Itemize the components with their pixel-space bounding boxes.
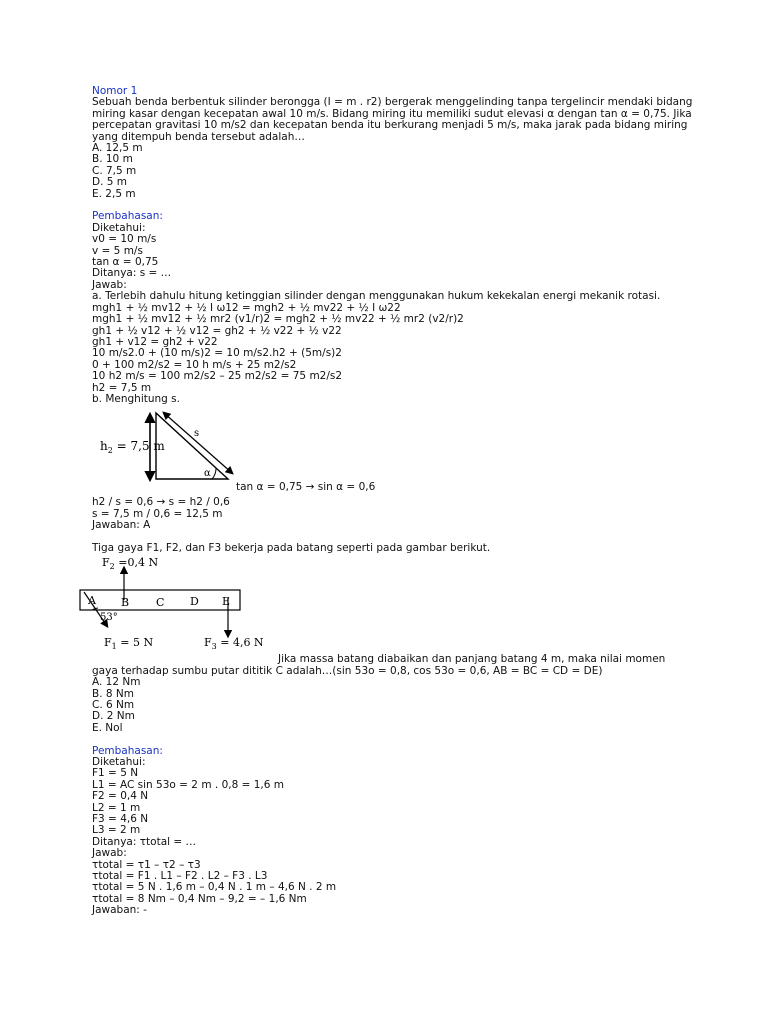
point-a-label: A — [88, 594, 96, 608]
step-line: gh1 + ½ v12 + ½ v12 = gh2 + ½ v22 + ½ v22 — [92, 324, 342, 337]
angle-arc — [212, 468, 216, 479]
step-line: τtotal = 5 N . 1,6 m – 0,4 N . 1 m – 4,6 N . 2 m — [92, 881, 337, 894]
bar-forces-figure — [88, 554, 702, 654]
angle-label: α — [204, 468, 211, 480]
slope-arrow — [164, 413, 232, 473]
option: A. 12 Nm — [92, 676, 141, 689]
document-body — [88, 85, 702, 917]
answer-line: Jawaban: - — [92, 904, 147, 917]
step-line: τtotal = 8 Nm – 0,4 Nm – 9,2 = – 1,6 Nm — [92, 892, 307, 905]
bar-forces-diagram — [78, 554, 378, 654]
step-line: mgh1 + ½ mv12 + ½ I ω12 = mgh2 + ½ mv22 + ½ I ω22 — [92, 301, 401, 314]
question-2-text-a: Jika massa batang diabaikan dan panjang batang 4 m, maka nilai momen — [278, 653, 666, 666]
step-line: τtotal = F1 . L1 – F2 . L2 – F3 . L3 — [92, 870, 268, 883]
f3-label: $F_3 = 4,6$ N — [204, 636, 264, 652]
step-line: F2 = 0,4 N — [92, 790, 149, 803]
step-line: v = 5 m/s — [92, 244, 143, 257]
step-line: h2 / s = 0,6 → s = h2 / 0,6 — [92, 496, 230, 509]
point-d-label: D — [190, 595, 199, 609]
step-line: mgh1 + ½ mv12 + ½ mr2 (v1/r)2 = mgh2 + ½ mv22 + ½ mr2 (v2/r)2 — [92, 313, 464, 326]
option: B. 8 Nm — [92, 687, 134, 700]
f2-label: $F_2 =0,4$ N — [102, 556, 159, 572]
step-line: b. Menghitung s. — [92, 392, 180, 405]
step-line: L1 = AC sin 53o = 2 m . 0,8 = 1,6 m — [92, 778, 285, 791]
question-2-intro: Tiga gaya F1, F2, dan F3 bekerja pada batang seperti pada gambar berikut. — [92, 541, 491, 554]
step-line: Jawab: — [92, 847, 127, 860]
solution-1-conclusion — [92, 497, 702, 531]
point-c-label: C — [156, 596, 165, 610]
step-line: h2 = 7,5 m — [92, 381, 152, 394]
question-2-text-b: gaya terhadap sumbu putar dititik C adalah…(sin 53o = 0,8, cos 53o = 0,6, AB = BC = CD = DE) — [92, 664, 603, 677]
point-e-label: E — [222, 595, 231, 609]
option: A. 12,5 m — [92, 142, 143, 155]
solution-1-steps — [92, 223, 702, 406]
f1-label: $F_1 = 5$ N — [104, 636, 154, 652]
step-line: L2 = 1 m — [92, 801, 141, 814]
option: B. 10 m — [92, 153, 133, 166]
step-line: 10 m/s2.0 + (10 m/s)2 = 10 m/s2.h2 + (5m/s)2 — [92, 347, 342, 360]
triangle-shape — [156, 413, 228, 479]
height-label: $h_2 = 7,5$ m — [100, 439, 165, 456]
step-line: tan α = 0,75 — [92, 256, 159, 269]
step-line: a. Terlebih dahulu hitung ketinggian silinder dengan menggunakan hukum kekekalan energi mekanik rotasi. — [92, 290, 661, 303]
option: C. 7,5 m — [92, 164, 137, 177]
option: C. 6 Nm — [92, 699, 135, 711]
step-line: F3 = 4,6 N — [92, 813, 149, 826]
step-line: gh1 + v12 = gh2 + v22 — [92, 335, 218, 348]
solution-2-heading: Pembahasan: — [92, 744, 163, 757]
slope-label: s — [194, 428, 200, 440]
tan-sin-line: tan α = 0,75 → sin α = 0,6 — [236, 481, 376, 494]
question-1-options — [92, 143, 702, 200]
question-1-text: Sebuah benda berbentuk silinder berongga (I = m . r2) bergerak menggelinding tanpa tergelincir mendaki bidang miring kasar dengan kecepatan awal 10 m/s. Bidang miring itu memiliki sudut elevasi α dengan tan α = 0,75. Jika percepatan gravitasi 10 m/s2 dan kecepatan benda itu berkurang menjadi 5 m/s, maka jarak pada bidang miring yang ditempuh benda tersebut adalah… — [92, 96, 693, 143]
option: E. Nol — [92, 721, 123, 734]
step-line: Ditanya: τtotal = … — [92, 835, 197, 848]
incline-triangle-diagram — [92, 405, 392, 487]
solution-1-heading: Pembahasan: — [92, 210, 163, 223]
question-1-heading: Nomor 1 — [92, 85, 138, 97]
question-2-options — [92, 677, 702, 734]
step-line: v0 = 10 m/s — [92, 233, 157, 246]
incline-triangle-figure — [92, 405, 702, 494]
angle-label: 53° — [100, 612, 118, 624]
step-line: Diketahui: — [92, 221, 146, 234]
step-line: s = 7,5 m / 0,6 = 12,5 m — [92, 507, 223, 520]
option: E. 2,5 m — [92, 187, 136, 200]
step-line: Jawab: — [92, 278, 127, 291]
point-b-label: B — [121, 596, 130, 610]
answer-line: Jawaban: A — [92, 519, 151, 532]
solution-2-steps — [92, 757, 702, 917]
step-line: 10 h2 m/s = 100 m2/s2 – 25 m2/s2 = 75 m2/s2 — [92, 370, 343, 383]
step-line: F1 = 5 N — [92, 767, 139, 780]
step-line: L3 = 2 m — [92, 824, 141, 837]
step-line: Ditanya: s = … — [92, 267, 172, 280]
step-line: Diketahui: — [92, 756, 146, 769]
step-line: τtotal = τ1 – τ2 – τ3 — [92, 858, 201, 871]
step-line: 0 + 100 m2/s2 = 10 h m/s + 25 m2/s2 — [92, 358, 297, 371]
option: D. 2 Nm — [92, 710, 135, 723]
option: D. 5 m — [92, 176, 128, 189]
